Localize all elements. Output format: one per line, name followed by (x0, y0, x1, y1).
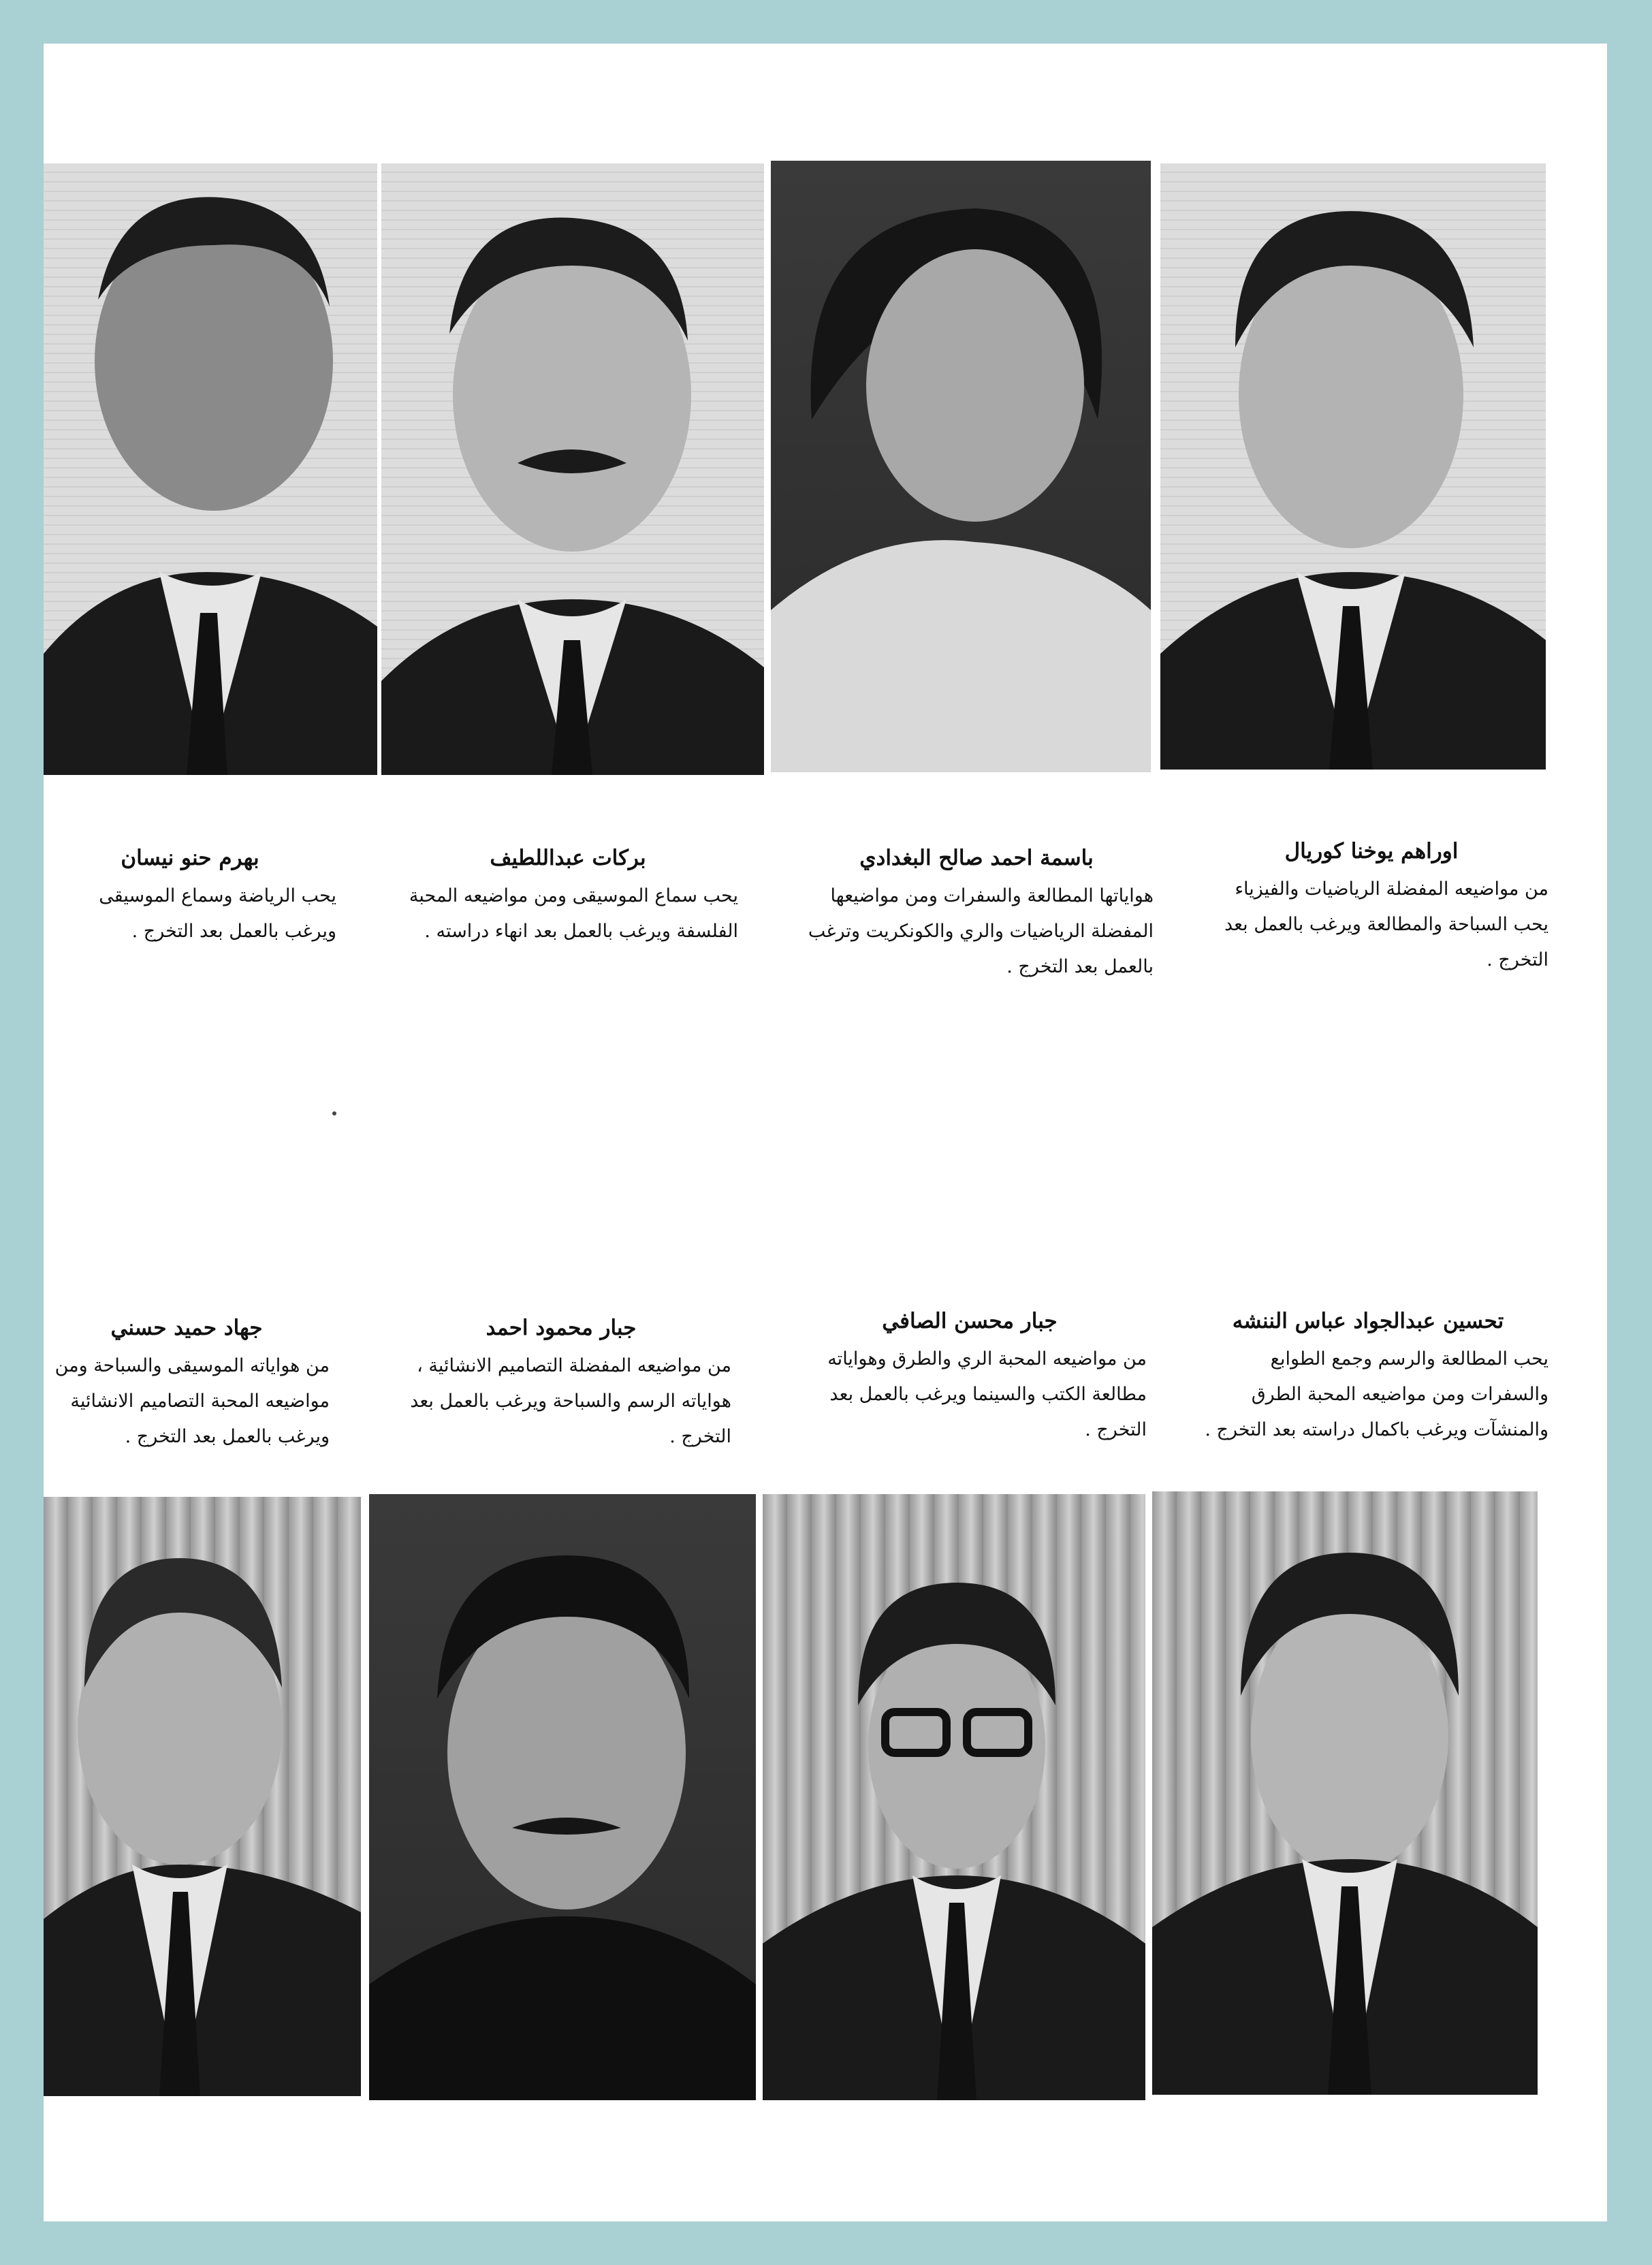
yearbook-page (44, 44, 1607, 2221)
man-portrait-icon (1152, 1491, 1538, 2095)
portrait-photo-3 (771, 161, 1151, 772)
portrait-photo-6 (369, 1494, 756, 2100)
woman-portrait-icon (771, 161, 1151, 772)
student-name: بهرم حنو نيسان (121, 846, 259, 870)
student-name: باسمة احمد صالح البغدادي (859, 846, 1094, 870)
student-bio: من مواضيعه المفضلة الرياضيات والفيزياء يحب السباحة والمطالعة ويرغب بالعمل بعد التخرج . (1224, 878, 1548, 970)
portrait-photo-2 (381, 163, 764, 775)
man-portrait-icon (1160, 163, 1546, 770)
student-bio: من مواضيعه المحبة الري والطرق وهواياته مطالعة الكتب والسينما ويرغب بالعمل بعد التخرج . (827, 1348, 1147, 1440)
print-speck (332, 1111, 336, 1115)
portrait-photo-4 (1160, 163, 1546, 770)
caption-top-2 (398, 840, 738, 949)
caption-bottom-1 (44, 1310, 330, 1455)
student-bio: يحب المطالعة والرسم وجمع الطوابع والسفرات ومن مواضيعه المحبة الطرق والمنشآت ويرغب باكمال دراسته بعد التخرج . (1205, 1348, 1548, 1440)
student-name: اوراهم يوخنا كوريال (1284, 839, 1459, 864)
portrait-photo-7 (763, 1494, 1145, 2100)
student-bio: هواياتها المطالعة والسفرات ومن مواضيعها المفضلة الرياضيات والري والكونكريت وترغب بالعمل بعد التخرج . (808, 885, 1154, 977)
man-portrait-icon (44, 1497, 361, 2096)
caption-bottom-2 (391, 1310, 731, 1455)
man-portrait-icon (369, 1494, 756, 2100)
man-portrait-icon (381, 163, 764, 775)
student-bio: من هواياته الموسيقى والسباحة ومن مواضيعه المحبة التصاميم الانشائية ويرغب بالعمل بعد التخرج . (54, 1355, 330, 1447)
caption-top-1 (44, 840, 336, 949)
portrait-photo-8 (1152, 1491, 1538, 2095)
caption-top-3 (799, 840, 1154, 985)
student-bio: من مواضيعه المفضلة التصاميم الانشائية ، هواياته الرسم والسباحة ويرغب بالعمل بعد التخرج . (410, 1355, 731, 1447)
student-bio: يحب سماع الموسيقى ومن مواضيعه المحبة الفلسفة ويرغب بالعمل بعد انهاء دراسته . (409, 885, 738, 942)
caption-bottom-4 (1188, 1303, 1548, 1448)
student-name: جبار محسن الصافي (882, 1309, 1058, 1333)
caption-bottom-3 (793, 1303, 1147, 1448)
student-name: جبار محمود احمد (486, 1316, 637, 1340)
portrait-photo-1 (44, 163, 377, 775)
student-name: بركات عبداللطيف (490, 846, 646, 870)
student-name: جهاد حميد حسني (110, 1316, 263, 1340)
man-portrait-icon (44, 163, 377, 775)
caption-top-4 (1194, 834, 1548, 978)
man-glasses-portrait-icon (763, 1494, 1145, 2100)
portrait-photo-5 (44, 1497, 361, 2096)
student-bio: يحب الرياضة وسماع الموسيقى ويرغب بالعمل بعد التخرج . (99, 885, 336, 942)
student-name: تحسين عبدالجواد عباس الننشه (1232, 1309, 1504, 1333)
